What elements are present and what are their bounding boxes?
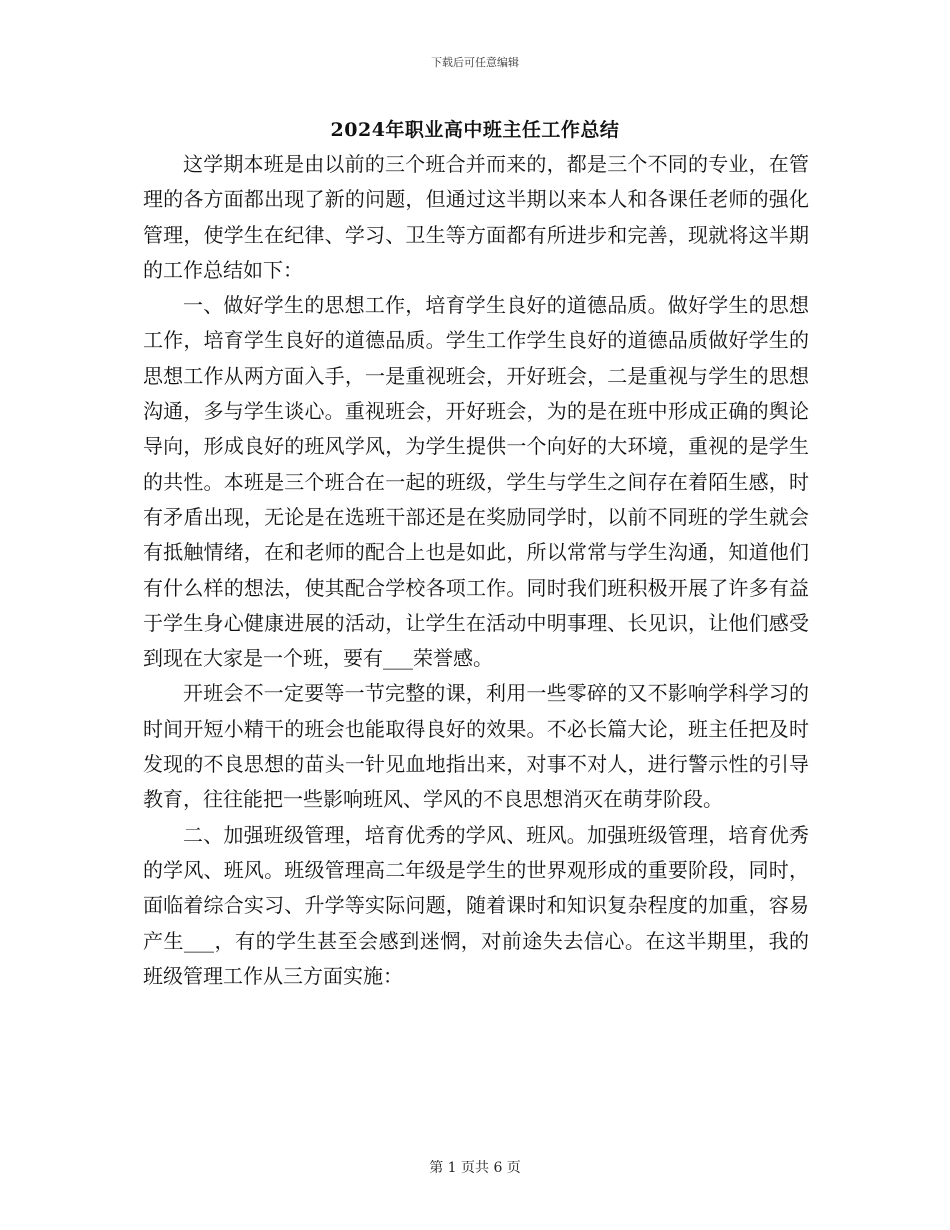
page-number: 第 1 页共 6 页 [429, 1160, 521, 1176]
header-note: 下载后可任意编辑 [431, 56, 519, 69]
paragraph-class-meeting: 开班会不一定要等一节完整的课，利用一些零碎的又不影响学科学习的时间开短小精干的班会也能取得良好的效果。不必长篇大论，班主任把及时发现的不良思想的苗头一针见血地指出来，对事不对人，进行警示性的引导教育，往往能把一些影响班风、学风的不良思想消灭在萌芽阶段。 [143, 681, 809, 812]
paragraph-section-two: 二、加强班级管理，培育优秀的学风、班风。加强班级管理，培育优秀的学风、班风。班级管理高二年级是学生的世界观形成的重要阶段，同时，面临着综合实习、升学等实际问题，随着课时和知识复杂程度的加重，容易产生___，有的学生甚至会感到迷惘，对前途失去信心。在这半期里，我的班级管理工作从三方面实施： [143, 822, 809, 988]
document-title: 2024年职业高中班主任工作总结 [330, 119, 620, 141]
paragraph-section-one: 一、做好学生的思想工作，培育学生良好的道德品质。做好学生的思想工作，培育学生良好的道德品质。学生工作学生良好的道德品质做好学生的思想工作从两方面入手，一是重视班会，开好班会，二是重视与学生的思想沟通，多与学生谈心。重视班会，开好班会，为的是在班中形成正确的舆论导向，形成良好的班风学风，为学生提供一个向好的大环境，重视的是学生的共性。本班是三个班合在一起的班级，学生与学生之间存在着陌生感，时有矛盾出现，无论是在选班干部还是在奖励同学时，以前不同班的学生就会有抵触情绪，在和老师的配合上也是如此，所以常常与学生沟通，知道他们有什么样的想法，使其配合学校各项工作。同时我们班积极开展了许多有益于学生身心健康进展的活动，让学生在活动中明事理、长见识，让他们感受到现在大家是一个班，要有___荣誉感。 [143, 293, 809, 671]
paragraph-intro: 这学期本班是由以前的三个班合并而来的，都是三个不同的专业，在管理的各方面都出现了新的问题，但通过这半期以来本人和各课任老师的强化管理，使学生在纪律、学习、卫生等方面都有所进步和完善，现就将这半期的工作总结如下： [143, 152, 809, 282]
document-body [143, 147, 809, 994]
